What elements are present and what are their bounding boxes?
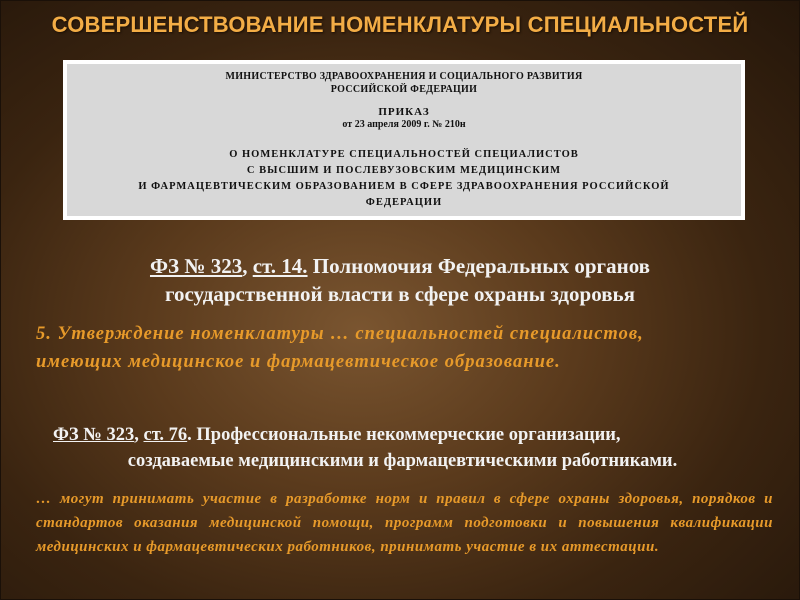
fz-14-article-ref: ст. 14. xyxy=(252,254,308,278)
fz-323-article-76 xyxy=(45,422,760,474)
fz-14-separator: , xyxy=(242,254,253,278)
fz-76-separator: , xyxy=(134,425,144,445)
item-5-line-1: 5. Утверждение номенклатуры … специальностей специалистов, xyxy=(36,324,644,344)
fz-323-article-14 xyxy=(0,252,800,308)
ministry-line-1: МИНИСТЕРСТВО ЗДРАВООХРАНЕНИЯ И СОЦИАЛЬНОГО РАЗВИТИЯ xyxy=(225,71,583,82)
participation-paragraph: … могут принимать участие в разработке норм и правил в сфере охраны здоровья, порядков и стандартов оказания медицинской помощи, программ подготовки и повышения квалификации медицинских и фармацевтических работников, принимать участие в их аттестации. xyxy=(36,491,773,555)
item-5-text xyxy=(36,320,776,376)
fz-14-text-1: Полномочия Федеральных органов xyxy=(307,254,651,278)
order-date: от 23 апреля 2009 г. № 210н xyxy=(342,119,466,130)
fz-76-text-2: создаваемые медицинскими и фармацевтическими работниками. xyxy=(127,451,678,471)
subject-line-1: О НОМЕНКЛАТУРЕ СПЕЦИАЛЬНОСТЕЙ СПЕЦИАЛИСТОВ xyxy=(229,149,579,160)
fz-76-article-ref: ст. 76 xyxy=(143,425,188,445)
subject-line-3: И ФАРМАЦЕВТИЧЕСКИМ ОБРАЗОВАНИЕМ В СФЕРЕ ЗДРАВООХРАНЕНИЯ РОССИЙСКОЙ xyxy=(138,181,670,192)
fz-14-text-2: государственной власти в сфере охраны здоровья xyxy=(165,282,635,306)
order-type: ПРИКАЗ xyxy=(378,106,430,118)
fz-76-line-1 xyxy=(45,422,760,448)
fz-14-line-1 xyxy=(0,252,800,280)
slide-title: СОВЕРШЕНСТВОВАНИЕ НОМЕНКЛАТУРЫ СПЕЦИАЛЬНОСТЕЙ xyxy=(51,12,749,37)
fz-76-law-ref: ФЗ № 323 xyxy=(53,425,135,445)
order-subject xyxy=(67,147,741,211)
subject-line-4: ФЕДЕРАЦИИ xyxy=(365,197,443,208)
ministry-name xyxy=(67,70,741,96)
order-document-box xyxy=(63,60,745,220)
fz-14-law-ref: ФЗ № 323 xyxy=(149,254,243,278)
ministry-line-2: РОССИЙСКОЙ ФЕДЕРАЦИИ xyxy=(330,84,478,95)
subject-line-2: С ВЫСШИМ И ПОСЛЕВУЗОВСКИМ МЕДИЦИНСКИМ xyxy=(246,165,562,176)
fz-76-text-1: . Профессиональные некоммерческие организации, xyxy=(187,425,621,445)
item-5-line-2: имеющих медицинское и фармацевтическое образование. xyxy=(36,352,561,372)
